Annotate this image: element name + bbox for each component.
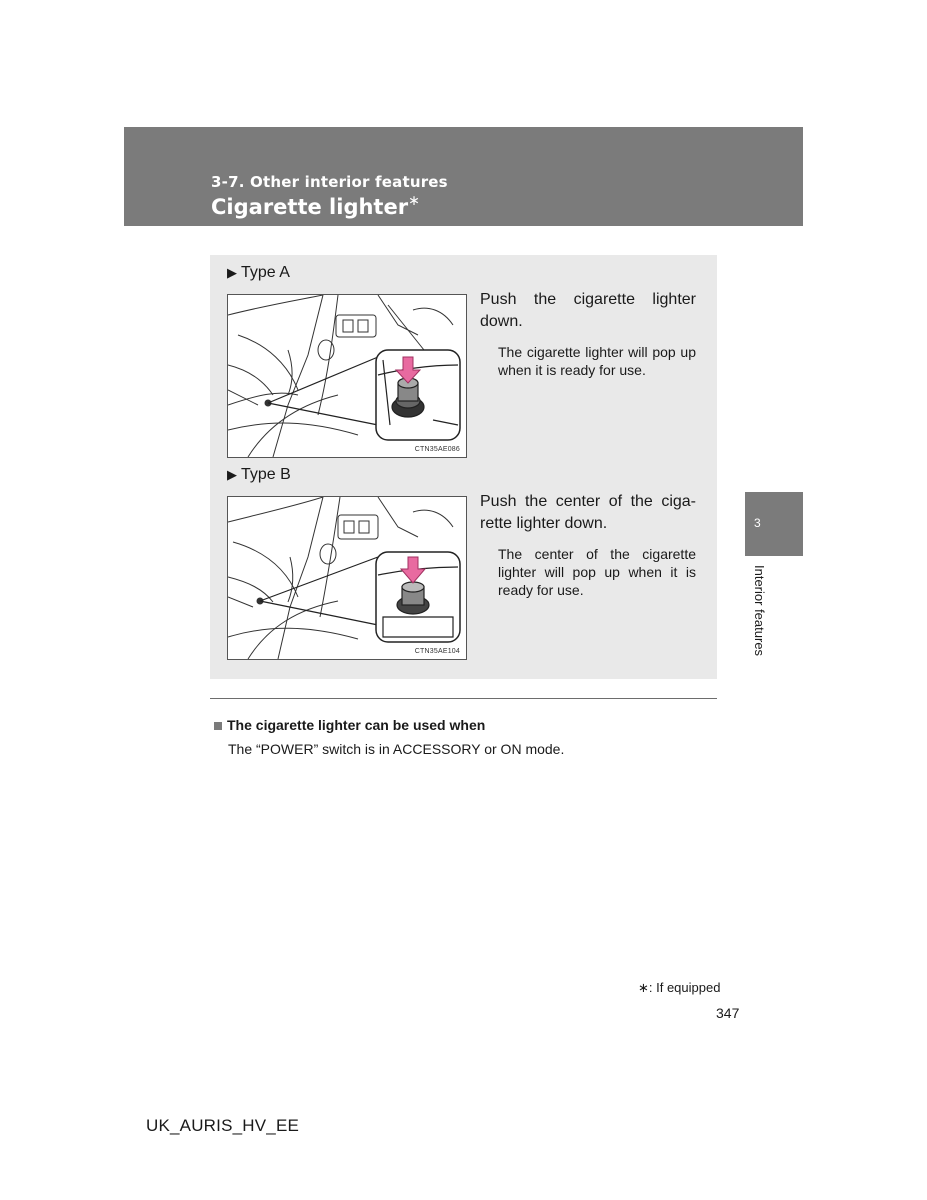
type-a-heading bbox=[227, 264, 290, 282]
chapter-tab-number: 3 bbox=[754, 516, 761, 530]
triangle-right-icon: ▶ bbox=[227, 467, 237, 482]
figure-code-type-a: CTN35AE086 bbox=[414, 446, 460, 453]
lighter-illustration-type-b bbox=[228, 497, 466, 659]
lighter-illustration-type-a bbox=[228, 295, 466, 457]
square-bullet-icon bbox=[214, 722, 222, 730]
chapter-tab-label: Interior features bbox=[752, 565, 767, 657]
figure-type-b bbox=[227, 496, 467, 660]
type-b-heading bbox=[227, 466, 291, 484]
if-equipped-mark: ∗ bbox=[408, 193, 420, 209]
chapter-header bbox=[124, 127, 803, 226]
triangle-right-icon: ▶ bbox=[227, 265, 237, 280]
type-a-label: Type A bbox=[241, 264, 290, 281]
page-title-text: Cigarette lighter bbox=[211, 195, 409, 219]
note-body: The “POWER” switch is in ACCESSORY or ON mode. bbox=[228, 741, 565, 757]
figure-type-a bbox=[227, 294, 467, 458]
type-a-instruction: Push the cigarette lighter down. bbox=[480, 291, 696, 330]
section-divider bbox=[210, 698, 717, 699]
figure-code-type-b: CTN35AE104 bbox=[414, 648, 460, 655]
page-title bbox=[211, 195, 420, 219]
document-id: UK_AURIS_HV_EE bbox=[146, 1116, 300, 1135]
section-label: 3-7. Other interior features bbox=[211, 173, 448, 191]
note-heading bbox=[214, 717, 485, 733]
instruction-panel bbox=[210, 255, 717, 679]
type-b-label: Type B bbox=[241, 466, 291, 483]
type-b-instruction: Push the center of the ciga-rette lighter down. bbox=[480, 493, 696, 532]
chapter-tab[interactable] bbox=[745, 492, 803, 556]
page-number: 347 bbox=[716, 1005, 740, 1021]
note-heading-text: The cigarette lighter can be used when bbox=[227, 717, 486, 733]
if-equipped-footnote: ∗: If equipped bbox=[638, 980, 721, 995]
type-b-note: The center of the cigarette lighter will pop up when it is ready for use. bbox=[498, 546, 696, 598]
type-a-note: The cigarette lighter will pop up when it is ready for use. bbox=[498, 344, 696, 378]
